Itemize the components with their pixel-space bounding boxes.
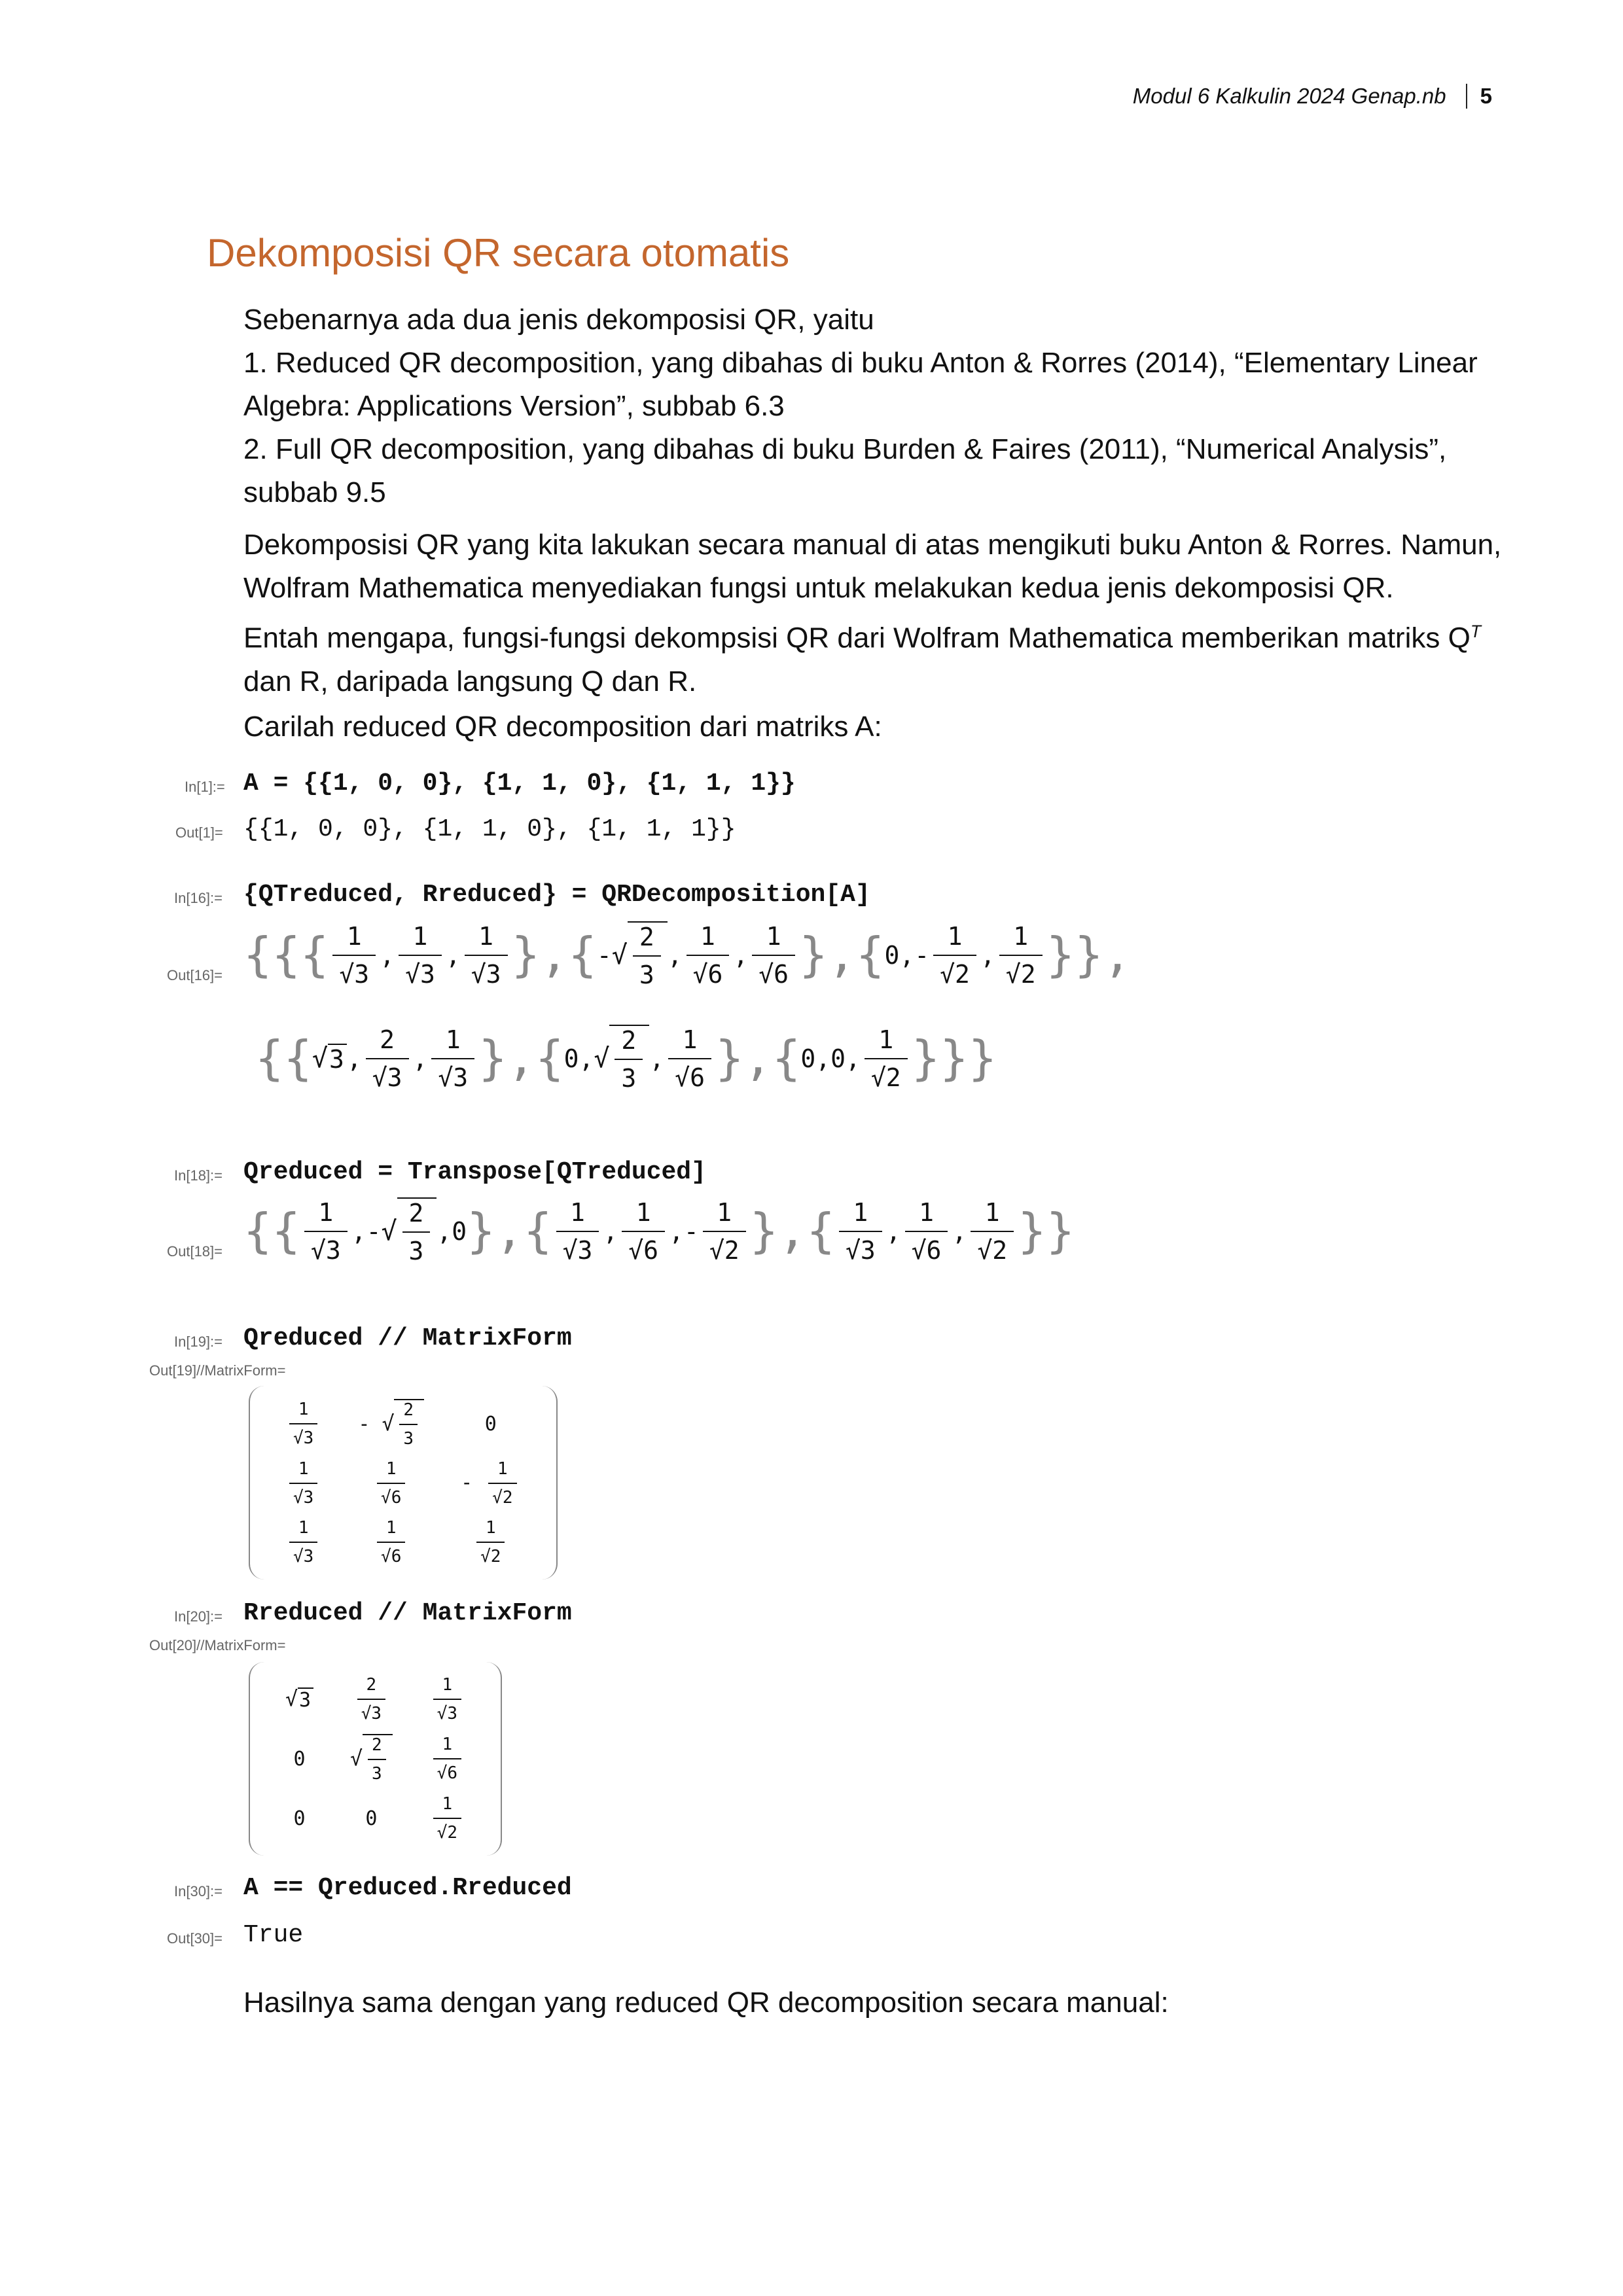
fraction: 1 √2 [999, 922, 1043, 989]
fraction: $\frac{1}{√2}$ [488, 1459, 516, 1508]
zero: 0 [884, 941, 900, 970]
output-qr-line-2: {{ √ 3 , 2 √3 , 1 √3 },{ 0 , √ $\frac{2}{3}$ , 1 √6 },{ 0 , 0 , 1 √2 }}} [255, 1025, 997, 1093]
header-divider [1466, 84, 1467, 109]
output-label: Out[18]= [167, 1243, 223, 1260]
paragraph-conclusion: Hasilnya sama dengan yang reduced QR decomposition secara manual: [243, 1987, 1169, 2019]
input-cell[interactable]: Qreduced // MatrixForm [243, 1324, 572, 1352]
section-title: Dekomposisi QR secara otomatis [207, 231, 790, 275]
fraction: $\frac{1}{√6}$ [377, 1518, 405, 1566]
input-label: In[20]:= [174, 1608, 223, 1625]
text-line: Algebra: Applications Version”, subbab 6.3 [243, 390, 785, 422]
text-line: 1. Reduced QR decomposition, yang dibahas di buku Anton & Rorres (2014), “Elementary Linear [243, 347, 1478, 379]
brace: {{ [243, 1204, 300, 1259]
matrix-entry: 0 [484, 1412, 497, 1436]
fraction: $\frac{1}{√3}$ [289, 1518, 317, 1566]
sqrt-fraction: √ $\frac{2}{3}$ [381, 1197, 437, 1265]
input-label: In[18]:= [174, 1167, 223, 1184]
fraction: 1 √3 [556, 1198, 599, 1265]
fraction: $\frac{2}{√3}$ [357, 1675, 385, 1723]
sqrt-fraction: √ $\frac{2}{3}$ [382, 1399, 424, 1449]
sqrt: √ 3 [312, 1044, 347, 1074]
brace: }}, [1046, 928, 1132, 983]
fraction: $\frac{1}{√3}$ [289, 1400, 317, 1448]
brace: }}} [911, 1031, 997, 1086]
output-label: Out[30]= [167, 1930, 223, 1947]
brace: },{ [715, 1031, 801, 1086]
input-cell[interactable]: {QTreduced, Rreduced} = QRDecomposition[A] [243, 881, 870, 909]
fraction: 1 √6 [622, 1198, 665, 1265]
fraction: $\frac{1}{√3}$ [289, 1459, 317, 1508]
input-cell[interactable]: A == Qreduced.Rreduced [243, 1874, 572, 1902]
fraction: 1 √3 [465, 922, 508, 989]
input-label: In[16]:= [174, 890, 223, 906]
input-cell[interactable]: Qreduced = Transpose[QTreduced] [243, 1158, 706, 1186]
fraction: 1 √2 [865, 1025, 908, 1092]
text-span: Entah mengapa, fungsi-fungsi dekompsisi QR dari Wolfram Mathematica memberikan matriks Q [243, 622, 1471, 654]
text-line: dan R, daripada langsung Q dan R. [243, 665, 697, 698]
sqrt-fraction: √ $\frac{2}{3}$ [612, 921, 668, 989]
paragraph-task: Carilah reduced QR decomposition dari matriks A: [243, 711, 882, 743]
text-line: Dekomposisi QR yang kita lakukan secara manual di atas mengikuti buku Anton & Rorres. Namun, [243, 529, 1502, 561]
text-line: Wolfram Mathematica menyediakan fungsi untuk melakukan kedua jenis dekomposisi QR. [243, 572, 1394, 604]
fraction: 1 √2 [971, 1198, 1014, 1265]
brace: {{{ [243, 928, 329, 983]
brace: },{ [478, 1031, 564, 1086]
output-label: Out[16]= [167, 967, 223, 983]
fraction: 2 √3 [366, 1025, 409, 1092]
fraction: 1 √2 [933, 922, 976, 989]
sqrt-fraction: √ $\frac{2}{3}$ [350, 1734, 393, 1784]
text-line: subbab 9.5 [243, 476, 386, 508]
fraction: $\frac{1}{√2}$ [433, 1794, 461, 1843]
output-label: Out[20]//MatrixForm= [149, 1637, 286, 1653]
fraction: $\frac{1}{√3}$ [433, 1675, 461, 1723]
page-number: 5 [1480, 84, 1492, 108]
page-header [982, 84, 1492, 109]
fraction: 1 √3 [431, 1025, 474, 1092]
paragraph-intro [243, 298, 1478, 514]
matrix-entry: 0 [365, 1807, 378, 1830]
fraction: 1 √6 [668, 1025, 711, 1092]
text-line: Sebenarnya ada dua jenis dekomposisi QR, yaitu [243, 304, 874, 336]
matrix-entry: 0 [293, 1807, 306, 1830]
fraction: 1 √2 [703, 1198, 746, 1265]
fraction: 1 √3 [399, 922, 442, 989]
matrix-qreduced: $\frac{1}{√3}$ - √ $\frac{2}{3}$ 0 $\frac{1}{√3}$ $\frac{1}{√6}$ - $\frac{1}{√2}$ $\frac{1}{√3}$ $\frac{1}{√6}$ $\frac{1}{√2}$ [249, 1386, 558, 1580]
output-cell: True [243, 1921, 304, 1949]
text-line: 2. Full QR decomposition, yang dibahas di buku Burden & Faires (2011), “Numerical Analysis”, [243, 433, 1447, 465]
brace: }} [1018, 1204, 1075, 1259]
output-qreduced: {{ 1 √3 , - √ $\frac{2}{3}$ , 0 },{ 1 √3 , 1 √6 , - 1 √2 },{ 1 √3 , 1 √6 , 1 √2 }} [243, 1198, 1075, 1265]
sqrt-fraction: √ $\frac{2}{3}$ [594, 1025, 649, 1093]
fraction: 1 √6 [752, 922, 795, 989]
header-filename: Modul 6 Kalkulin 2024 Genap.nb [1132, 84, 1446, 108]
fraction: 1 √3 [332, 922, 376, 989]
transpose-superscript: T [1470, 622, 1481, 641]
input-label: In[19]:= [174, 1333, 223, 1350]
matrix-rreduced [249, 1662, 502, 1856]
sqrt: √ 3 [285, 1687, 313, 1712]
paragraph-explanation [243, 523, 1502, 703]
fraction: 1 √6 [687, 922, 730, 989]
matrix-entry: 0 [293, 1747, 306, 1771]
output-label: Out[1]= [175, 824, 223, 841]
brace: {{ [255, 1031, 312, 1086]
input-label: In[30]:= [174, 1883, 223, 1899]
fraction: $\frac{1}{√6}$ [377, 1459, 405, 1508]
minus-sign: - [596, 941, 612, 970]
brace: },{ [511, 928, 597, 983]
input-cell[interactable]: A = {{1, 0, 0}, {1, 1, 0}, {1, 1, 1}} [243, 769, 796, 798]
fraction: 1 √6 [905, 1198, 948, 1265]
brace: },{ [749, 1204, 835, 1259]
fraction: $\frac{1}{√6}$ [433, 1735, 461, 1783]
output-qr-line-1: {{{ 1 √3 , 1 √3 , 1 √3 },{ - √ $\frac{2}{3}$ , 1 √6 , 1 √6 },{ 0 , - 1 √2 , 1 √2 }}, [243, 922, 1132, 989]
output-cell: {{1, 0, 0}, {1, 1, 0}, {1, 1, 1}} [243, 815, 736, 843]
fraction: 1 √3 [304, 1198, 348, 1265]
input-cell[interactable]: Rreduced // MatrixForm [243, 1599, 572, 1627]
input-label: In[1]:= [185, 779, 225, 795]
fraction: 1 √3 [839, 1198, 882, 1265]
fraction: $\frac{1}{√2}$ [476, 1518, 505, 1566]
brace: },{ [799, 928, 885, 983]
output-label: Out[19]//MatrixForm= [149, 1362, 286, 1379]
text-line [243, 610, 1481, 660]
brace: },{ [467, 1204, 552, 1259]
